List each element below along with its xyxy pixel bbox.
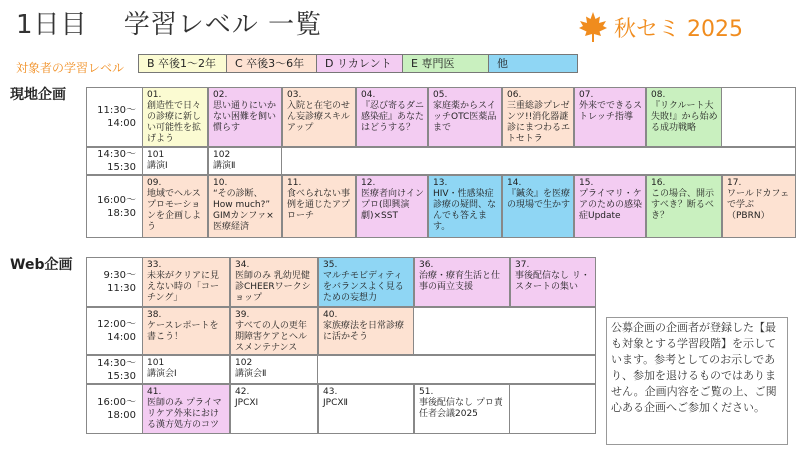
session-05[interactable]: 05. 家庭薬からスイッチOTC医薬品まで: [428, 87, 502, 147]
time-slot: 9:30～ 11:30: [103, 270, 136, 294]
session-42[interactable]: 42. JPCXⅠ: [230, 384, 318, 434]
session-37[interactable]: 37. 事後配信なし リ・スタートの集い: [510, 257, 596, 307]
brand-text: 秋セミ 2025: [614, 16, 743, 42]
time-slot: 16:00～ 18:30: [97, 194, 136, 219]
brand-logo: [578, 10, 743, 44]
session-07[interactable]: 07. 外来でできるストレッチ指導: [574, 87, 646, 147]
legend-item-c: C 卒後3～6年: [227, 55, 317, 72]
session-36[interactable]: 36. 治療・療育生活と仕事の両立支援: [414, 257, 510, 307]
session-34[interactable]: 34. 医師のみ 乳幼児健診CHEERワークショップ: [230, 257, 318, 307]
session-101-web[interactable]: 101 講演会Ⅰ: [142, 355, 230, 384]
session-43[interactable]: 43. JPCXⅡ: [318, 384, 414, 434]
session-12[interactable]: 12. 医療者向けインプロ(即興演劇)×SST: [356, 175, 428, 238]
legend-label: 対象者の学習レベル: [16, 61, 125, 75]
session-101[interactable]: 101 講演Ⅰ: [142, 147, 208, 175]
legend-item-b: B 卒後1～2年: [139, 55, 227, 72]
session-40[interactable]: 40. 家族療法を日常診療に活かそう: [318, 307, 414, 355]
session-09[interactable]: 09. 地域でヘルスプロモーションを企画しよう: [142, 175, 208, 238]
session-41[interactable]: 41. 医師のみ プライマリケア外来における漢方処方のコツ: [142, 384, 230, 434]
session-38[interactable]: 38. ケースレポートを書こう！: [142, 307, 230, 355]
time-slot: 14:30～ 15:30: [97, 357, 136, 382]
session-11[interactable]: 11. 食べられない事例を通じたアプローチ: [282, 175, 356, 238]
session-08[interactable]: 08. 『リクルート大失敗!』から始める成功戦略: [646, 87, 722, 147]
session-15[interactable]: 15. プライマリ・ケアのための感染症Update: [574, 175, 646, 238]
maple-leaf-icon: [578, 11, 608, 43]
session-06[interactable]: 06. 三重総診プレゼンツ!!消化器謎診にまつわるエトセトラ: [502, 87, 574, 147]
session-10[interactable]: 10. “その診断、How much?” GIMカンファ×医療経済: [208, 175, 282, 238]
session-102[interactable]: 102 講演Ⅱ: [208, 147, 282, 175]
time-slot: 12:00～ 14:00: [97, 319, 136, 343]
legend-item-d: D リカレント: [317, 55, 403, 72]
time-slot: 11:30～ 14:00: [97, 105, 136, 129]
session-04[interactable]: 04. 『忍び寄るダニ感染症』あなたはどうする？: [356, 87, 428, 147]
time-slot: 14:30～ 15:30: [97, 149, 136, 173]
session-51[interactable]: 51. 事後配信なし プロ責任者会議2025: [414, 384, 510, 434]
section-title-web: Web企画: [10, 257, 73, 273]
session-16[interactable]: 16. この場合、開示すべき？断るべき？: [646, 175, 722, 238]
session-33[interactable]: 33. 未来がクリアに見えない時の「コーチング」: [142, 257, 230, 307]
legend-item-e: E 専門医: [403, 55, 489, 72]
session-01[interactable]: 01. 創造性で日々の診療に新しい可能性を拡げよう: [142, 87, 208, 147]
legend: [138, 54, 578, 73]
session-13[interactable]: 13. HIV・性感染症診療の疑問、なんでも答えます。: [428, 175, 502, 238]
session-03[interactable]: 03. 入院と在宅のせん妄診療スキルアップ: [282, 87, 356, 147]
session-35[interactable]: 35. マルチモビディティをバランスよく見るための妄想力: [318, 257, 414, 307]
notice-box: 公募企画の企画者が登録した【最も対象とする学習段階】を示しています。参考としてのお示しであり、参加を退けるものではありません。企画内容をご覧の上、ご関心ある企画へご参加ください。: [606, 317, 788, 445]
session-17[interactable]: 17. ワールドカフェで学ぶ（PBRN）: [722, 175, 796, 238]
session-39[interactable]: 39. すべての人の更年期障害ケアとヘルスメンテナンス: [230, 307, 318, 355]
session-14[interactable]: 14. 『鍼灸』を医療の現場で生かす: [502, 175, 574, 238]
time-slot: 16:00～ 18:00: [97, 397, 136, 421]
session-102-web[interactable]: 102 講演会Ⅱ: [230, 355, 318, 384]
session-02[interactable]: 02. 思い通りにいかない困難を飼い慣らす: [208, 87, 282, 147]
legend-item-other: 他: [489, 55, 577, 72]
section-title-onsite: 現地企画: [10, 87, 66, 103]
page-title: 1日目 学習レベル 一覧: [16, 10, 323, 40]
